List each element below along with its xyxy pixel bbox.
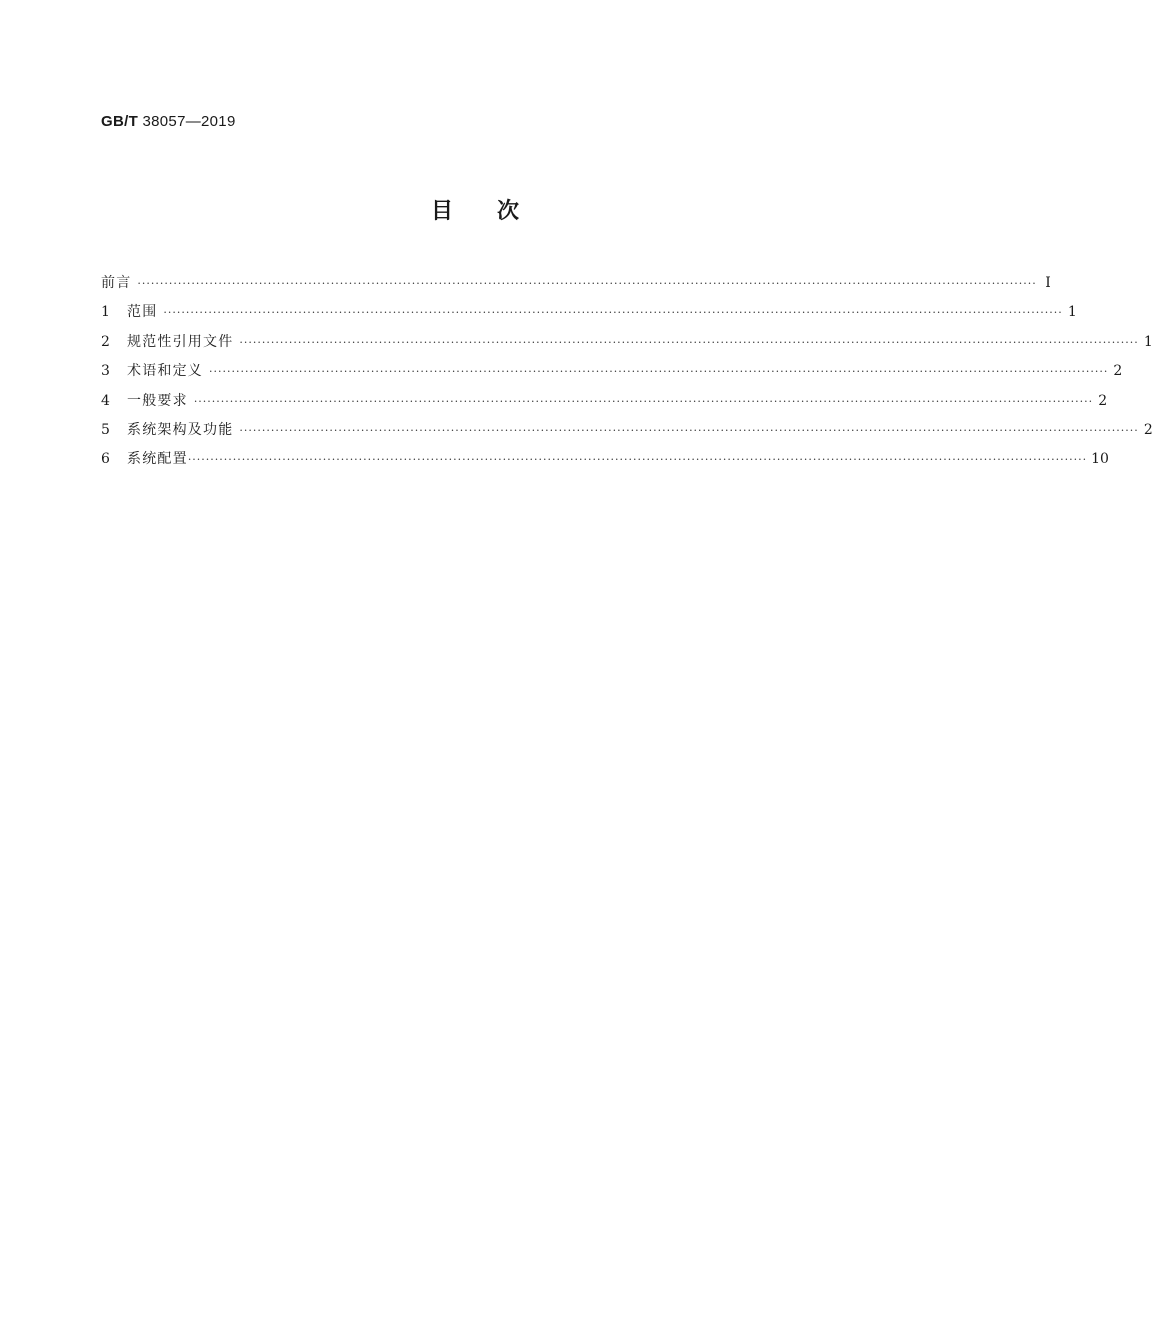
toc-entry-label: 系统配置 [127, 451, 188, 468]
toc-entry-number: 5 [101, 421, 110, 438]
toc-leader-dots: ········································································································································································································ [163, 306, 1063, 320]
toc-entry-label: 系统架构及功能 [127, 421, 234, 438]
toc-page-number: Ⅰ [1045, 275, 1051, 291]
toc-leader-dots: ········································································································································································································ [193, 394, 1094, 408]
toc-page-number: 2 [1098, 392, 1108, 409]
toc-entry-label: 前言 [101, 275, 132, 291]
toc-entry-scope[interactable] [101, 301, 1077, 330]
toc-leader-dots: ········································································································································································································ [239, 335, 1139, 349]
standard-code-number: 38057—2019 [142, 113, 236, 130]
toc-entry-number: 4 [101, 392, 110, 409]
toc-entry-label: 一般要求 [127, 392, 188, 409]
toc-title-char-2: 次 [497, 199, 520, 224]
standard-code [101, 113, 236, 130]
toc-entry-system-architecture[interactable] [101, 419, 1153, 448]
toc-leader-dots: ········································································································································································································ [187, 453, 1088, 467]
toc-entry-number: 1 [101, 304, 110, 321]
toc-page-number: 10 [1091, 451, 1109, 468]
toc-title-char-1: 目 [430, 199, 453, 224]
toc-entry-foreword[interactable] [101, 272, 1051, 301]
toc-page-number: 1 [1143, 333, 1153, 350]
toc-entry-terms-definitions[interactable] [101, 360, 1123, 389]
toc-entry-normative-references[interactable] [101, 331, 1153, 360]
toc-entry-general-requirements[interactable] [101, 390, 1108, 419]
toc-page-number: 1 [1067, 304, 1077, 321]
toc-entry-system-configuration[interactable] [101, 448, 1109, 477]
toc-entry-label: 术语和定义 [127, 363, 203, 380]
toc-list [101, 272, 1153, 478]
toc-entry-label: 规范性引用文件 [127, 333, 234, 350]
toc-leader-dots: ········································································································································································································ [137, 277, 1037, 290]
toc-page-number: 2 [1113, 363, 1123, 380]
toc-leader-dots: ········································································································································································································ [209, 365, 1109, 379]
toc-page-number: 2 [1143, 421, 1153, 438]
toc-leader-dots: ········································································································································································································ [239, 423, 1139, 437]
toc-title [0, 194, 950, 225]
toc-entry-number: 2 [101, 333, 110, 350]
toc-entry-label: 范围 [127, 304, 158, 321]
standard-code-prefix: GB/T [101, 113, 139, 130]
toc-entry-number: 3 [101, 363, 110, 380]
toc-entry-number: 6 [101, 451, 110, 468]
